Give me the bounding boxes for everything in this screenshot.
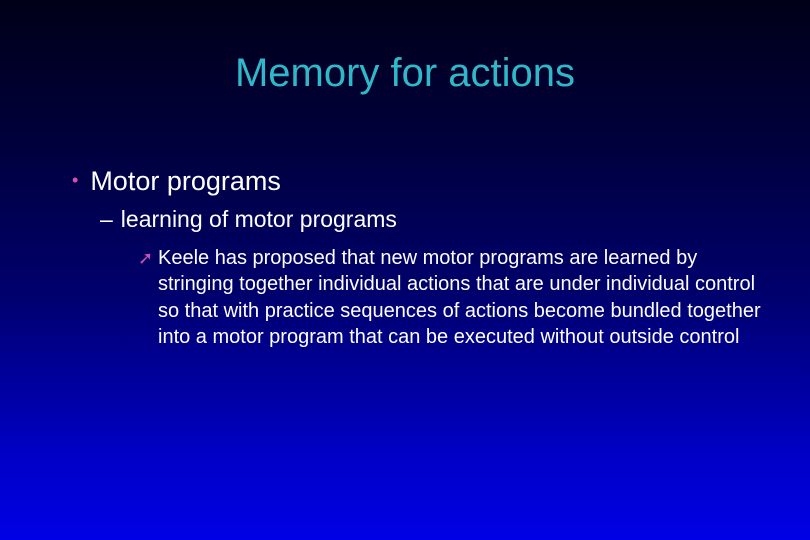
bullet-level-2-text: learning of motor programs: [120, 206, 397, 232]
dash-icon: –: [100, 206, 113, 232]
bullet-level-1-text: Motor programs: [90, 166, 281, 196]
bullet-level-1: [72, 164, 281, 201]
bullet-level-3: [138, 245, 768, 351]
slide-title: Memory for actions: [234, 51, 576, 95]
bullet-level-2: [100, 204, 397, 234]
bullet-level-3-text: Keele has proposed that new motor programs are learned by stringing together individual actions that are under individual control so that with practice sequences of actions become bundled together into a motor program that can be executed without outside control: [158, 247, 761, 349]
arrow-up-right-icon: ➚: [138, 248, 154, 268]
bullet-dot-icon: •: [72, 170, 79, 190]
